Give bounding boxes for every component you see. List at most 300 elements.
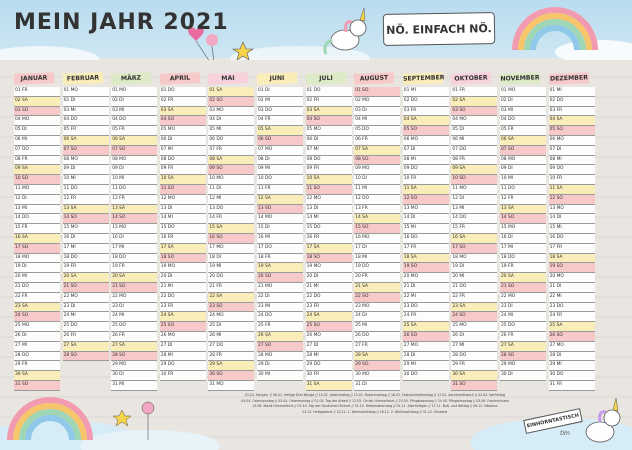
day-row: 11 MO [451,185,497,195]
day-row: 15 FR [451,224,497,234]
day-row: 17 SA [306,244,352,254]
day-row: 30 MI [257,371,303,381]
day-row: 20 MI [14,273,60,283]
day-row: 01 MO [111,87,157,97]
holiday-line: 24.12. Heiligabend // 25.12. 1. Weihnachtstag // 26.12. 2. Weihnachtstag // 31.12. Silvester [302,409,448,414]
day-row: 14 SA [354,214,400,224]
day-row: 06 SA [111,136,157,146]
day-row: 20 DI [160,273,206,283]
day-row: 22 MO [111,293,157,303]
day-row: 05 DO [354,126,400,136]
day-row: 06 MO [403,136,449,146]
day-row: 06 FR [354,136,400,146]
day-row: 04 DO [63,116,109,126]
day-row: 03 DI [354,107,400,117]
day-row: 03 SO [14,107,60,117]
day-row: 30 SA [451,371,497,381]
day-row: 07 MI [306,146,352,156]
day-row: 03 MI [500,107,546,117]
day-row: 25 SA [403,322,449,332]
day-row: 12 DI [14,195,60,205]
day-row: 18 FR [257,254,303,264]
day-row: 29 MO [500,361,546,371]
day-row: 26 SA [257,332,303,342]
day-row: 16 MO [354,234,400,244]
day-row: 28 SO [500,352,546,362]
day-row: 19 SO [549,263,595,273]
day-row: 14 DI [549,214,595,224]
day-row: 24 FR [403,312,449,322]
day-row: 21 MO [257,283,303,293]
day-row: 13 MO [549,205,595,215]
day-row: 22 SA [208,293,254,303]
day-row: 07 SO [111,146,157,156]
page-title: MEIN JAHR 2021 [14,10,229,35]
day-row: 20 FR [354,273,400,283]
slogan-sign [383,12,496,46]
day-row: 21 DI [403,283,449,293]
day-row: 11 DO [500,185,546,195]
day-row: 09 DI [500,165,546,175]
day-row: 18 DO [500,254,546,264]
day-row: 01 DO [306,87,352,97]
day-row: 15 MO [111,224,157,234]
day-row: 22 SO [354,293,400,303]
day-row: 24 MI [63,312,109,322]
day-row: 26 MO [160,332,206,342]
day-row: 09 DI [63,165,109,175]
day-row: 03 DO [257,107,303,117]
slogan-text: NÖ. EINFACH NÖ. [386,21,492,37]
day-row: 30 SO [208,371,254,381]
day-row: 22 DO [306,293,352,303]
day-list [160,87,206,391]
day-row: 07 DO [451,146,497,156]
day-row: 13 DI [160,205,206,215]
day-row: 08 MO [63,156,109,166]
day-row: 21 SA [354,283,400,293]
holiday-line: 01.01. Neujahr // 06.01. Heilige Drei Könige // 14.02. Valentinstag // 15.02. Rosenmontag // 16.02. Fastnachtsdienstag // 17.02. Aschermittwoch // 02.04. Karfreitag [245,393,505,397]
day-row: 08 DO [306,156,352,166]
holiday-line: 15.08. Mariä Himmelfahrt // 03.10. Tag der Deutschen Einheit // 31.10. Reformationstag // 01.11. Allerheiligen // 17.11. Buß- und Bettag // 06.12. Nikolaus [252,404,498,409]
day-row: 05 SO [549,126,595,136]
unicorn-icon [325,8,366,54]
day-row: 20 SO [257,273,303,283]
brand-logo: tim [560,430,570,437]
day-row: 05 DI [14,126,60,136]
day-row: 11 DO [111,185,157,195]
day-row: 14 FR [208,214,254,224]
day-row: 21 DO [14,283,60,293]
day-list [354,87,400,391]
day-row: 04 MO [14,116,60,126]
day-row: 20 MO [549,273,595,283]
day-list [208,87,254,391]
day-row: 08 SA [208,156,254,166]
day-row: 24 FR [549,312,595,322]
day-row: 19 MI [208,263,254,273]
day-row: 17 MI [63,244,109,254]
day-row: 10 MI [500,175,546,185]
day-row: 10 FR [403,175,449,185]
day-row: 06 MI [14,136,60,146]
day-row: 18 MO [451,254,497,264]
day-row: 08 FR [14,156,60,166]
month-header: MÄRZ [111,72,151,84]
day-row: 25 SO [306,322,352,332]
day-row: 15 MI [403,224,449,234]
day-row: 05 MO [160,126,206,136]
day-row: 10 SA [306,175,352,185]
day-row: 15 MO [500,224,546,234]
day-row: 01 FR [451,87,497,97]
day-row: 09 DO [549,165,595,175]
day-row: 09 FR [160,165,206,175]
day-row: 15 FR [14,224,60,234]
day-row: 25 MI [354,322,400,332]
day-row: 19 FR [63,263,109,273]
day-row: 07 SA [354,146,400,156]
day-row: 05 SO [403,126,449,136]
day-row: 28 DI [403,352,449,362]
day-row: 04 MO [451,116,497,126]
day-row: 06 MO [549,136,595,146]
day-row: 26 MI [208,332,254,342]
day-row: 16 FR [160,234,206,244]
day-row: 23 FR [306,303,352,313]
day-row: 27 DO [208,342,254,352]
day-row: 12 FR [500,195,546,205]
day-row: 02 MO [354,97,400,107]
day-row: 08 FR [451,156,497,166]
day-row: 27 MO [549,342,595,352]
day-row: 10 DO [257,175,303,185]
day-row: 26 FR [500,332,546,342]
day-row: 23 MO [354,303,400,313]
day-list [14,87,60,391]
day-row: 18 DO [63,254,109,264]
day-list [257,87,303,391]
day-row: 30 MO [354,371,400,381]
day-row: 12 MO [306,195,352,205]
day-row: 07 FR [208,146,254,156]
month-header: JANUAR [14,72,54,84]
day-row: 29 DO [160,361,206,371]
day-row: 05 FR [111,126,157,136]
day-row: 12 SO [403,195,449,205]
day-row: 25 DO [500,322,546,332]
day-row: 23 DI [111,303,157,313]
day-row: 04 SA [549,116,595,126]
day-list [549,87,595,391]
day-row: 18 MO [14,254,60,264]
day-row: 31 SO [451,381,497,391]
day-row: 17 MI [111,244,157,254]
day-row: 09 SA [451,165,497,175]
day-row: 11 SA [403,185,449,195]
day-row: 22 FR [14,293,60,303]
day-row: 07 MI [160,146,206,156]
day-row: 27 MI [451,342,497,352]
month-header: JULI [305,72,345,84]
day-row: 05 FR [63,126,109,136]
day-row: 05 FR [500,126,546,136]
day-row: 02 SA [14,97,60,107]
day-row: 17 MI [500,244,546,254]
day-list [451,87,497,391]
day-row: 02 SA [451,97,497,107]
day-row: 20 MO [403,273,449,283]
day-row: 22 MO [63,293,109,303]
day-row: 25 SO [160,322,206,332]
day-row: 31 SO [14,381,60,391]
day-row: 27 DI [160,342,206,352]
day-row: 26 DI [14,332,60,342]
day-row: 31 FR [549,381,595,391]
day-row: 23 DI [500,303,546,313]
day-row: 28 MO [257,352,303,362]
day-row: 29 MI [549,361,595,371]
day-row: 16 DI [111,234,157,244]
day-row: 09 MI [257,165,303,175]
day-row: 02 FR [306,97,352,107]
day-row: 27 SA [63,342,109,352]
day-row: 09 DO [403,165,449,175]
day-row: 11 SA [549,185,595,195]
day-row: 16 DO [549,234,595,244]
day-row: 01 SO [354,87,400,97]
day-row: 27 FR [354,342,400,352]
day-row: 14 MI [306,214,352,224]
day-row: 10 SO [14,175,60,185]
day-row: 11 MI [354,185,400,195]
day-row: 02 DI [111,97,157,107]
day-row: 26 DI [451,332,497,342]
day-row: 17 FR [403,244,449,254]
day-row: 06 DO [208,136,254,146]
day-row: 05 MI [208,126,254,136]
day-row: 10 MI [111,175,157,185]
day-row: 05 SA [257,126,303,136]
day-row: 12 DI [451,195,497,205]
day-row: 24 DO [257,312,303,322]
day-row: 19 SA [257,263,303,273]
day-row: 24 SO [451,312,497,322]
day-row: 30 DI [500,371,546,381]
day-row: 03 MI [63,107,109,117]
day-row: 01 MI [549,87,595,97]
day-row: 30 SA [14,371,60,381]
day-row: 12 DO [354,195,400,205]
day-row: 12 FR [63,195,109,205]
day-row: 17 DI [354,244,400,254]
day-row: 08 MI [403,156,449,166]
day-row: 19 MO [306,263,352,273]
day-row: 11 DO [63,185,109,195]
day-row: 02 DO [549,97,595,107]
day-row: 03 MO [208,107,254,117]
day-row: 08 MO [111,156,157,166]
day-row: 07 MO [257,146,303,156]
day-row: 16 FR [306,234,352,244]
day-row: 03 MI [111,107,157,117]
day-row: 29 FR [14,361,60,371]
day-row: 15 SA [208,224,254,234]
year-calendar-grid [14,73,598,387]
day-row: 16 MI [257,234,303,244]
day-row: 28 MI [160,352,206,362]
month-header: NOVEMBER [500,72,540,84]
month-header: MAI [208,72,248,84]
day-row: 10 SO [451,175,497,185]
day-row: 25 DO [63,322,109,332]
day-row: 02 FR [160,97,206,107]
day-row: 26 FR [111,332,157,342]
day-row: 01 DI [257,87,303,97]
day-row: 20 SA [63,273,109,283]
day-row: 04 FR [257,116,303,126]
day-row: 07 SO [500,146,546,156]
day-row: 25 FR [257,322,303,332]
day-row: 16 SO [208,234,254,244]
day-row: 09 DI [111,165,157,175]
day-list [500,87,546,391]
day-row: 17 FR [549,244,595,254]
day-row: 30 DO [403,371,449,381]
day-row: 18 SA [403,254,449,264]
day-row: 24 SA [160,312,206,322]
day-row: 14 MO [257,214,303,224]
day-row: 26 SO [549,332,595,342]
day-row: 16 SA [14,234,60,244]
holiday-line: 04.04. Ostersonntag // 05.04. Ostermontag // 01.05. Tag der Arbeit // 13.05. Christi Himmelfahrt // 23.05. Pfingstsonntag // 24.05. Pfingstmontag // 03.06. Fronleichnam [241,398,509,403]
day-row: 26 SO [403,332,449,342]
day-row: 06 DI [160,136,206,146]
day-row: 13 SA [500,205,546,215]
day-row: 16 DO [403,234,449,244]
day-row: 19 FR [500,263,546,273]
day-row: 23 DO [549,303,595,313]
day-row: 25 MO [14,322,60,332]
day-row: 17 SO [451,244,497,254]
day-row: 12 SO [549,195,595,205]
day-row: 17 SA [160,244,206,254]
day-list [111,87,157,391]
day-row: 04 SO [306,116,352,126]
day-row: 20 DI [306,273,352,283]
day-row: 08 MI [549,156,595,166]
day-row: 20 SA [500,273,546,283]
day-row: 06 SA [500,136,546,146]
day-row: 31 DI [354,381,400,391]
day-row: 16 SA [451,234,497,244]
day-row: 28 MI [306,352,352,362]
day-row: 22 DI [257,293,303,303]
day-row: 12 FR [111,195,157,205]
day-row: 01 DO [160,87,206,97]
holiday-list [190,393,560,415]
day-row: 07 DI [403,146,449,156]
day-row: 12 SA [257,195,303,205]
day-row: 11 FR [257,185,303,195]
day-row: 10 MI [63,175,109,185]
day-row: 18 MI [354,254,400,264]
day-row: 04 MI [354,116,400,126]
day-row: 16 DI [500,234,546,244]
day-row: 23 SA [451,303,497,313]
day-row: 04 DI [208,116,254,126]
day-row: 23 SO [208,303,254,313]
day-row: 08 DO [160,156,206,166]
day-row: 21 SO [111,283,157,293]
day-list [403,87,449,391]
day-row: 06 DI [306,136,352,146]
day-row: 19 MO [160,263,206,273]
day-row: 08 SO [354,156,400,166]
day-row: 01 MO [500,87,546,97]
day-row: 28 SA [354,352,400,362]
day-row: 18 SA [549,254,595,264]
day-row: 13 MI [14,205,60,215]
day-row: 13 MI [451,205,497,215]
day-row: 02 DI [500,97,546,107]
day-row: 06 SO [257,136,303,146]
day-row: 23 MI [257,303,303,313]
day-row: 18 DO [111,254,157,264]
day-row: 02 DO [403,97,449,107]
day-row: 01 MI [403,87,449,97]
day-row: 15 MI [549,224,595,234]
day-row: 19 DO [354,263,400,273]
day-row: 21 FR [208,283,254,293]
day-row: 21 SO [500,283,546,293]
day-row: 30 FR [160,371,206,381]
day-row: 12 MO [160,195,206,205]
day-row: 13 FR [354,205,400,215]
day-row: 28 FR [208,352,254,362]
day-row: 29 FR [451,361,497,371]
day-row: 15 DI [257,224,303,234]
day-row: 19 SO [403,263,449,273]
day-row: 24 SO [14,312,60,322]
day-row: 25 DI [208,322,254,332]
day-row: 23 SA [14,303,60,313]
day-row: 25 MO [451,322,497,332]
day-row: 06 MI [451,136,497,146]
month-header: DEZEMBER [548,72,588,84]
day-row: 23 DI [63,303,109,313]
day-row: 24 DI [354,312,400,322]
day-row: 11 SO [160,185,206,195]
day-row: 01 MO [63,87,109,97]
day-row: 11 MO [14,185,60,195]
day-row: 18 DI [208,254,254,264]
day-row: 20 MI [451,273,497,283]
day-row: 21 DI [549,283,595,293]
day-row: 24 MO [208,312,254,322]
day-row: 26 DO [354,332,400,342]
day-row: 28 DI [549,352,595,362]
day-row: 23 DO [403,303,449,313]
day-row: 29 MO [111,361,157,371]
day-row: 19 DI [14,263,60,273]
day-row: 22 MI [403,293,449,303]
day-row: 13 DI [306,205,352,215]
day-row: 13 SA [111,205,157,215]
day-row: 24 MI [500,312,546,322]
day-row: 13 DO [208,205,254,215]
day-row: 31 MI [111,381,157,391]
